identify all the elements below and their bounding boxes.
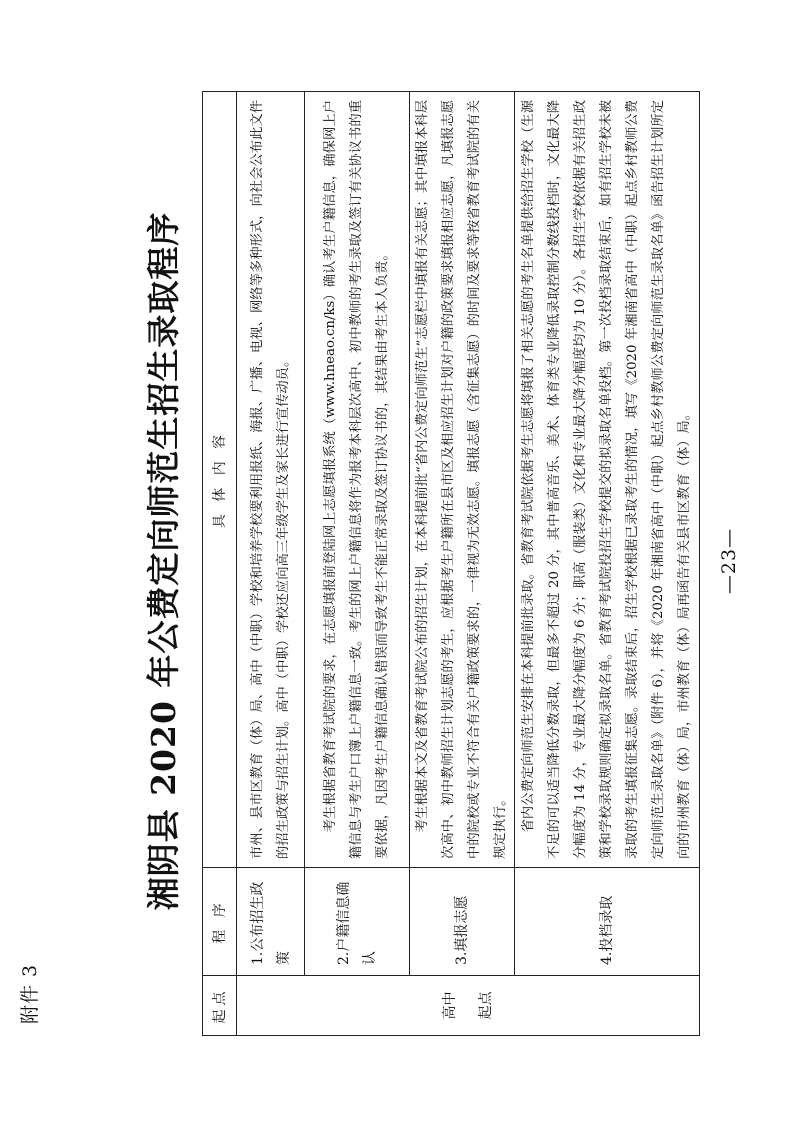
step-cell: 3.填报志愿 bbox=[410, 868, 515, 976]
header-content: 具 体 内 容 bbox=[203, 92, 237, 868]
table-row bbox=[410, 92, 515, 1036]
table-row bbox=[237, 92, 305, 1036]
start-point-line: 高中 bbox=[442, 991, 458, 1020]
procedure-table bbox=[202, 91, 700, 1036]
table-row bbox=[305, 92, 410, 1036]
step-cell: 1.公布招生政策 bbox=[237, 868, 305, 976]
content-paragraph: 考生根据本文及省教育考试院公布的招生计划，在本科提前批“省内公费定向师范生”志愿栏中填报有关志愿；其中填报本科层次高中、初中教师招生计划志愿的考生，应根据考生户籍所在县市区及相应招生计划对户籍的政策要求填报相应志愿，凡填报志愿中的院校或专业不符合有关户籍政策要求的，一律视为无效志愿。填报志愿（含征集志愿）的时间及要求等按省教育考试院的有关规定执行。 bbox=[415, 100, 508, 859]
content-paragraph: 市州、县市区教育（体）局、高中（中职）学校和培养学校要利用报纸、海报、广播、电视、网络等多种形式，向社会公布此文件的招生政策与招生计划。高中（中职）学校还应向高三年级学生及家长进行宣传动员。 bbox=[249, 100, 291, 859]
table-header-row bbox=[203, 92, 237, 1036]
header-start: 起点 bbox=[203, 976, 237, 1036]
start-point-line: 起点 bbox=[478, 991, 494, 1020]
attachment-label: 附件 3 bbox=[19, 963, 41, 1024]
content-cell bbox=[305, 92, 410, 868]
step-cell: 4.投档录取 bbox=[515, 868, 700, 976]
step-cell: 2.户籍信息确认 bbox=[305, 868, 410, 976]
header-step: 程 序 bbox=[203, 868, 237, 976]
page-number: —23— bbox=[718, 527, 740, 595]
document-title: 湘阴县 2020 年公费定向师范生招生录取程序 bbox=[144, 211, 183, 911]
content-cell bbox=[237, 92, 305, 868]
start-point-cell bbox=[237, 976, 700, 1036]
content-cell bbox=[515, 92, 700, 868]
content-paragraph: 考生根据省教育考试院的要求，在志愿填报前登陆网上志愿填报系统（www.hneao.cn/ks）确认考生户籍信息，确保网上户籍信息与考生户口簿上户籍信息一致。考生的网上户籍信息将作为报考本科层次高中、初中教师的考生录取及签订有关协议书的重要依据，凡因考生户籍信息确认错误而导致考生不能正常录取及签订协议书的，其结果由考生本人负责。 bbox=[323, 100, 390, 859]
content-cell bbox=[410, 92, 515, 868]
table-row bbox=[515, 92, 700, 1036]
content-paragraph: 省内公费定向师范生安排在本科提前批录取。省教育考试院依据考生志愿将填报了相关志愿的考生名单提供给招生学校（生源不足的可以适当降低分数录取，但最多不超过 20 分，其中普高音乐、美术、体育类专业降低录取控制分数线投档时，文化最大降分幅度为 14 分，专业最大降分幅度为 6 分；职高（服装类）文化和专业最大降分幅度均为 10 分）。各招生学校依据有关招生政策和学校录取规则确定拟录取名单。省教育考试院投招生学校提交的拟录取名单投档。第一次投档录取结束后，如有招生学校未被录取的考生填报征集志愿。录取结束后，招生学校根据已录取考生的情况，填写《2020 年湘南省高中（中职）起点乡村教师公费定向师范生录取名单》（附件 6），并将《2020 年湘南省高中（中职）起点乡村教师公费定向师范生录取名单》函告招生计划所定向的市州教育（体）局，市州教育（体）局再函告有关县市区教育（体）局。 bbox=[521, 100, 692, 859]
